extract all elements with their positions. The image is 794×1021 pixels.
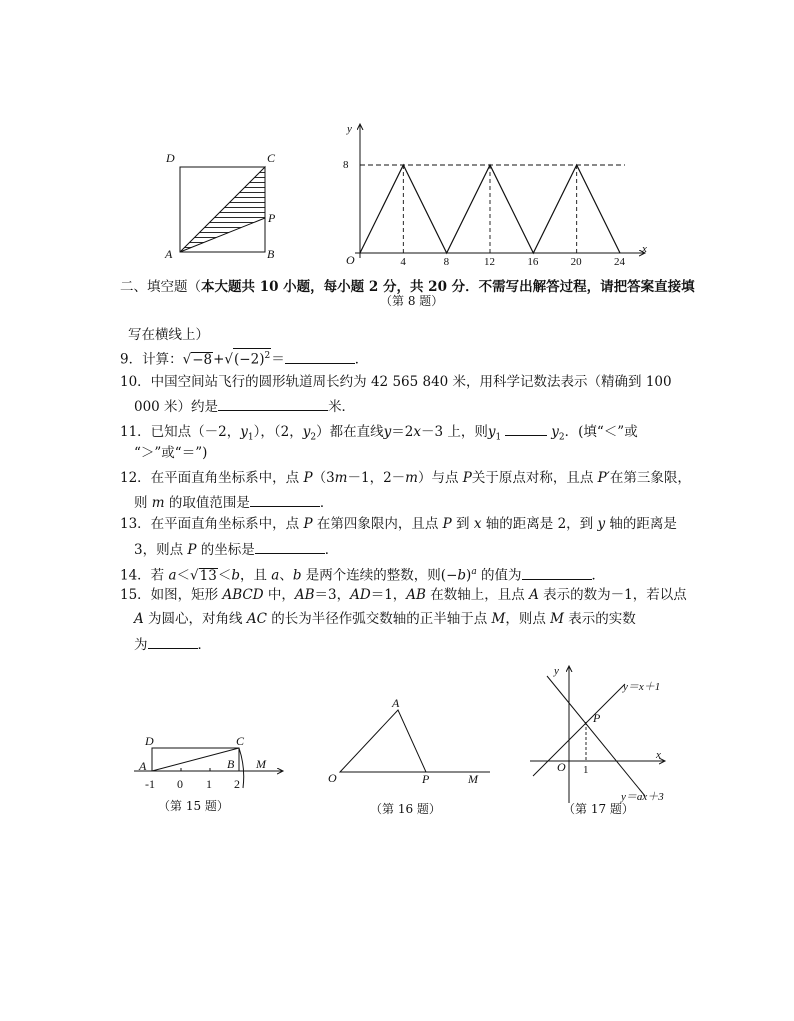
chart-x-tick-label-8: 8 bbox=[443, 256, 450, 268]
question-15-line1: 15．如图，矩形 ABCD 中，AB＝3，AD＝1，AB 在数轴上，且点 A 表示的数为－1，若以点 bbox=[120, 587, 687, 603]
fig16-label-a: A bbox=[392, 696, 400, 710]
q11-answer-blank[interactable] bbox=[505, 421, 547, 436]
q13-answer-blank[interactable] bbox=[255, 539, 325, 554]
question-13-line1: 13．在平面直角坐标系中，点 P 在第四象限内，且点 P 到 x 轴的距离是 2，到 y 轴的距离是 bbox=[120, 516, 677, 532]
label-d: D bbox=[166, 151, 175, 165]
fig17-line-ax-plus-3 bbox=[547, 676, 645, 796]
fig17-label-x: x bbox=[656, 749, 661, 761]
chart-x-axis-label: x bbox=[642, 243, 647, 255]
chart-origin-label: O bbox=[346, 253, 355, 267]
figure-16-caption: （第 16 题） bbox=[370, 802, 441, 816]
section-2-heading-line2: 写在横线上） bbox=[128, 327, 209, 343]
q15-answer-blank[interactable] bbox=[148, 634, 198, 649]
question-12-line1: 12．在平面直角坐标系中，点 P（3m－1，2－m）与点 P关于原点对称，且点 P′在第三象限， bbox=[120, 470, 691, 486]
shaded-triangle-apc bbox=[180, 167, 265, 252]
fig17-label-1: 1 bbox=[583, 764, 589, 776]
fig15-label-c: C bbox=[236, 734, 245, 748]
fig15-label-m: M bbox=[256, 757, 266, 771]
fig15-tick-label-0: 0 bbox=[177, 777, 183, 791]
figure-q8-caption: （第 8 题） bbox=[380, 294, 444, 308]
chart-x-tick-label-12: 12 bbox=[484, 256, 495, 268]
question-14: 14．若 a＜√13＜b，且 a、b 是两个连续的整数，则$(-b)^a$ 的值为 ． bbox=[120, 563, 605, 585]
label-a: A bbox=[165, 247, 173, 261]
fig17-line-x-plus-1 bbox=[533, 684, 625, 776]
q14-answer-blank[interactable] bbox=[522, 565, 592, 580]
question-11-line2: “＞”或“＝”) bbox=[134, 445, 208, 461]
label-c: C bbox=[267, 151, 276, 165]
fig15-diagonal-ac bbox=[152, 748, 239, 771]
section-2-heading: 二、填空题（本大题共 10 小题，每小题 2 分，共 20 分．不需写出解答过程，请把答案直接填 bbox=[120, 279, 695, 295]
fig17-label-p: P bbox=[593, 711, 601, 725]
fig15-tick-label-2: 2 bbox=[234, 777, 240, 791]
fig17-line2-label: y＝ax＋3 bbox=[621, 791, 664, 803]
fig15-tick-label-1: 1 bbox=[206, 777, 212, 791]
figure-15 bbox=[128, 728, 293, 798]
fig15-label-d: D bbox=[145, 734, 154, 748]
figure-17 bbox=[525, 658, 700, 808]
figure-17-caption: （第 17 题） bbox=[563, 802, 634, 816]
label-p: P bbox=[268, 211, 276, 225]
question-15-line2: A 为圆心，对角线 AC 的长为半径作弧交数轴的正半轴于点 M，则点 M 表示的实数 bbox=[134, 611, 636, 627]
question-15-line3: 为 ． bbox=[134, 634, 211, 654]
q10-answer-blank[interactable] bbox=[218, 396, 328, 411]
chart-x-tick-label-16: 16 bbox=[527, 256, 539, 268]
fig17-label-y: y bbox=[554, 665, 559, 677]
figure-15-caption: （第 15 题） bbox=[158, 799, 229, 813]
label-b: B bbox=[267, 247, 275, 261]
fig17-label-o: O bbox=[557, 760, 566, 774]
figure-q8-chart bbox=[335, 118, 655, 268]
fig16-label-o: O bbox=[328, 771, 337, 785]
q9-answer-blank[interactable] bbox=[285, 349, 355, 364]
question-9: 9．计算：$√-8+√(-2)^2=$ ． bbox=[120, 348, 368, 369]
figure-q7-square bbox=[160, 145, 290, 265]
question-10-line1: 10．中国空间站飞行的圆形轨道周长约为 42 565 840 米，用科学记数法表示（精确到 100 bbox=[120, 374, 672, 390]
figure-16 bbox=[320, 690, 495, 790]
chart-x-tick-label-4: 4 bbox=[400, 256, 406, 268]
fig15-label-b: B bbox=[227, 757, 235, 771]
chart-x-tick-label-24: 24 bbox=[614, 256, 625, 268]
question-10-line2: 000 米）约是 米． bbox=[134, 396, 355, 416]
chart-x-tick-label-20: 20 bbox=[570, 256, 582, 268]
fig17-line1-label: y＝x＋1 bbox=[623, 681, 661, 693]
chart-y-tick-8: 8 bbox=[343, 159, 349, 171]
question-12-line2: 则 m 的取值范围是 ． bbox=[134, 492, 333, 512]
question-11-line1: 11．已知点（－2，$y_1$），（2，$y_2$）都在直线y＝2x－3 上，则$y_1$ $y_2$．(填“＜”或 bbox=[120, 421, 638, 447]
question-13-line2: 3，则点 P 的坐标是 ． bbox=[134, 539, 338, 559]
fig16-label-m: M bbox=[468, 772, 478, 786]
fig16-triangle-oap bbox=[340, 710, 426, 772]
q12-answer-blank[interactable] bbox=[250, 492, 320, 507]
fig15-label-a: A bbox=[139, 759, 147, 773]
chart-y-axis-label: y bbox=[347, 123, 352, 135]
fig15-tick-label-neg1: -1 bbox=[145, 777, 155, 791]
fig16-label-p: P bbox=[422, 772, 430, 786]
